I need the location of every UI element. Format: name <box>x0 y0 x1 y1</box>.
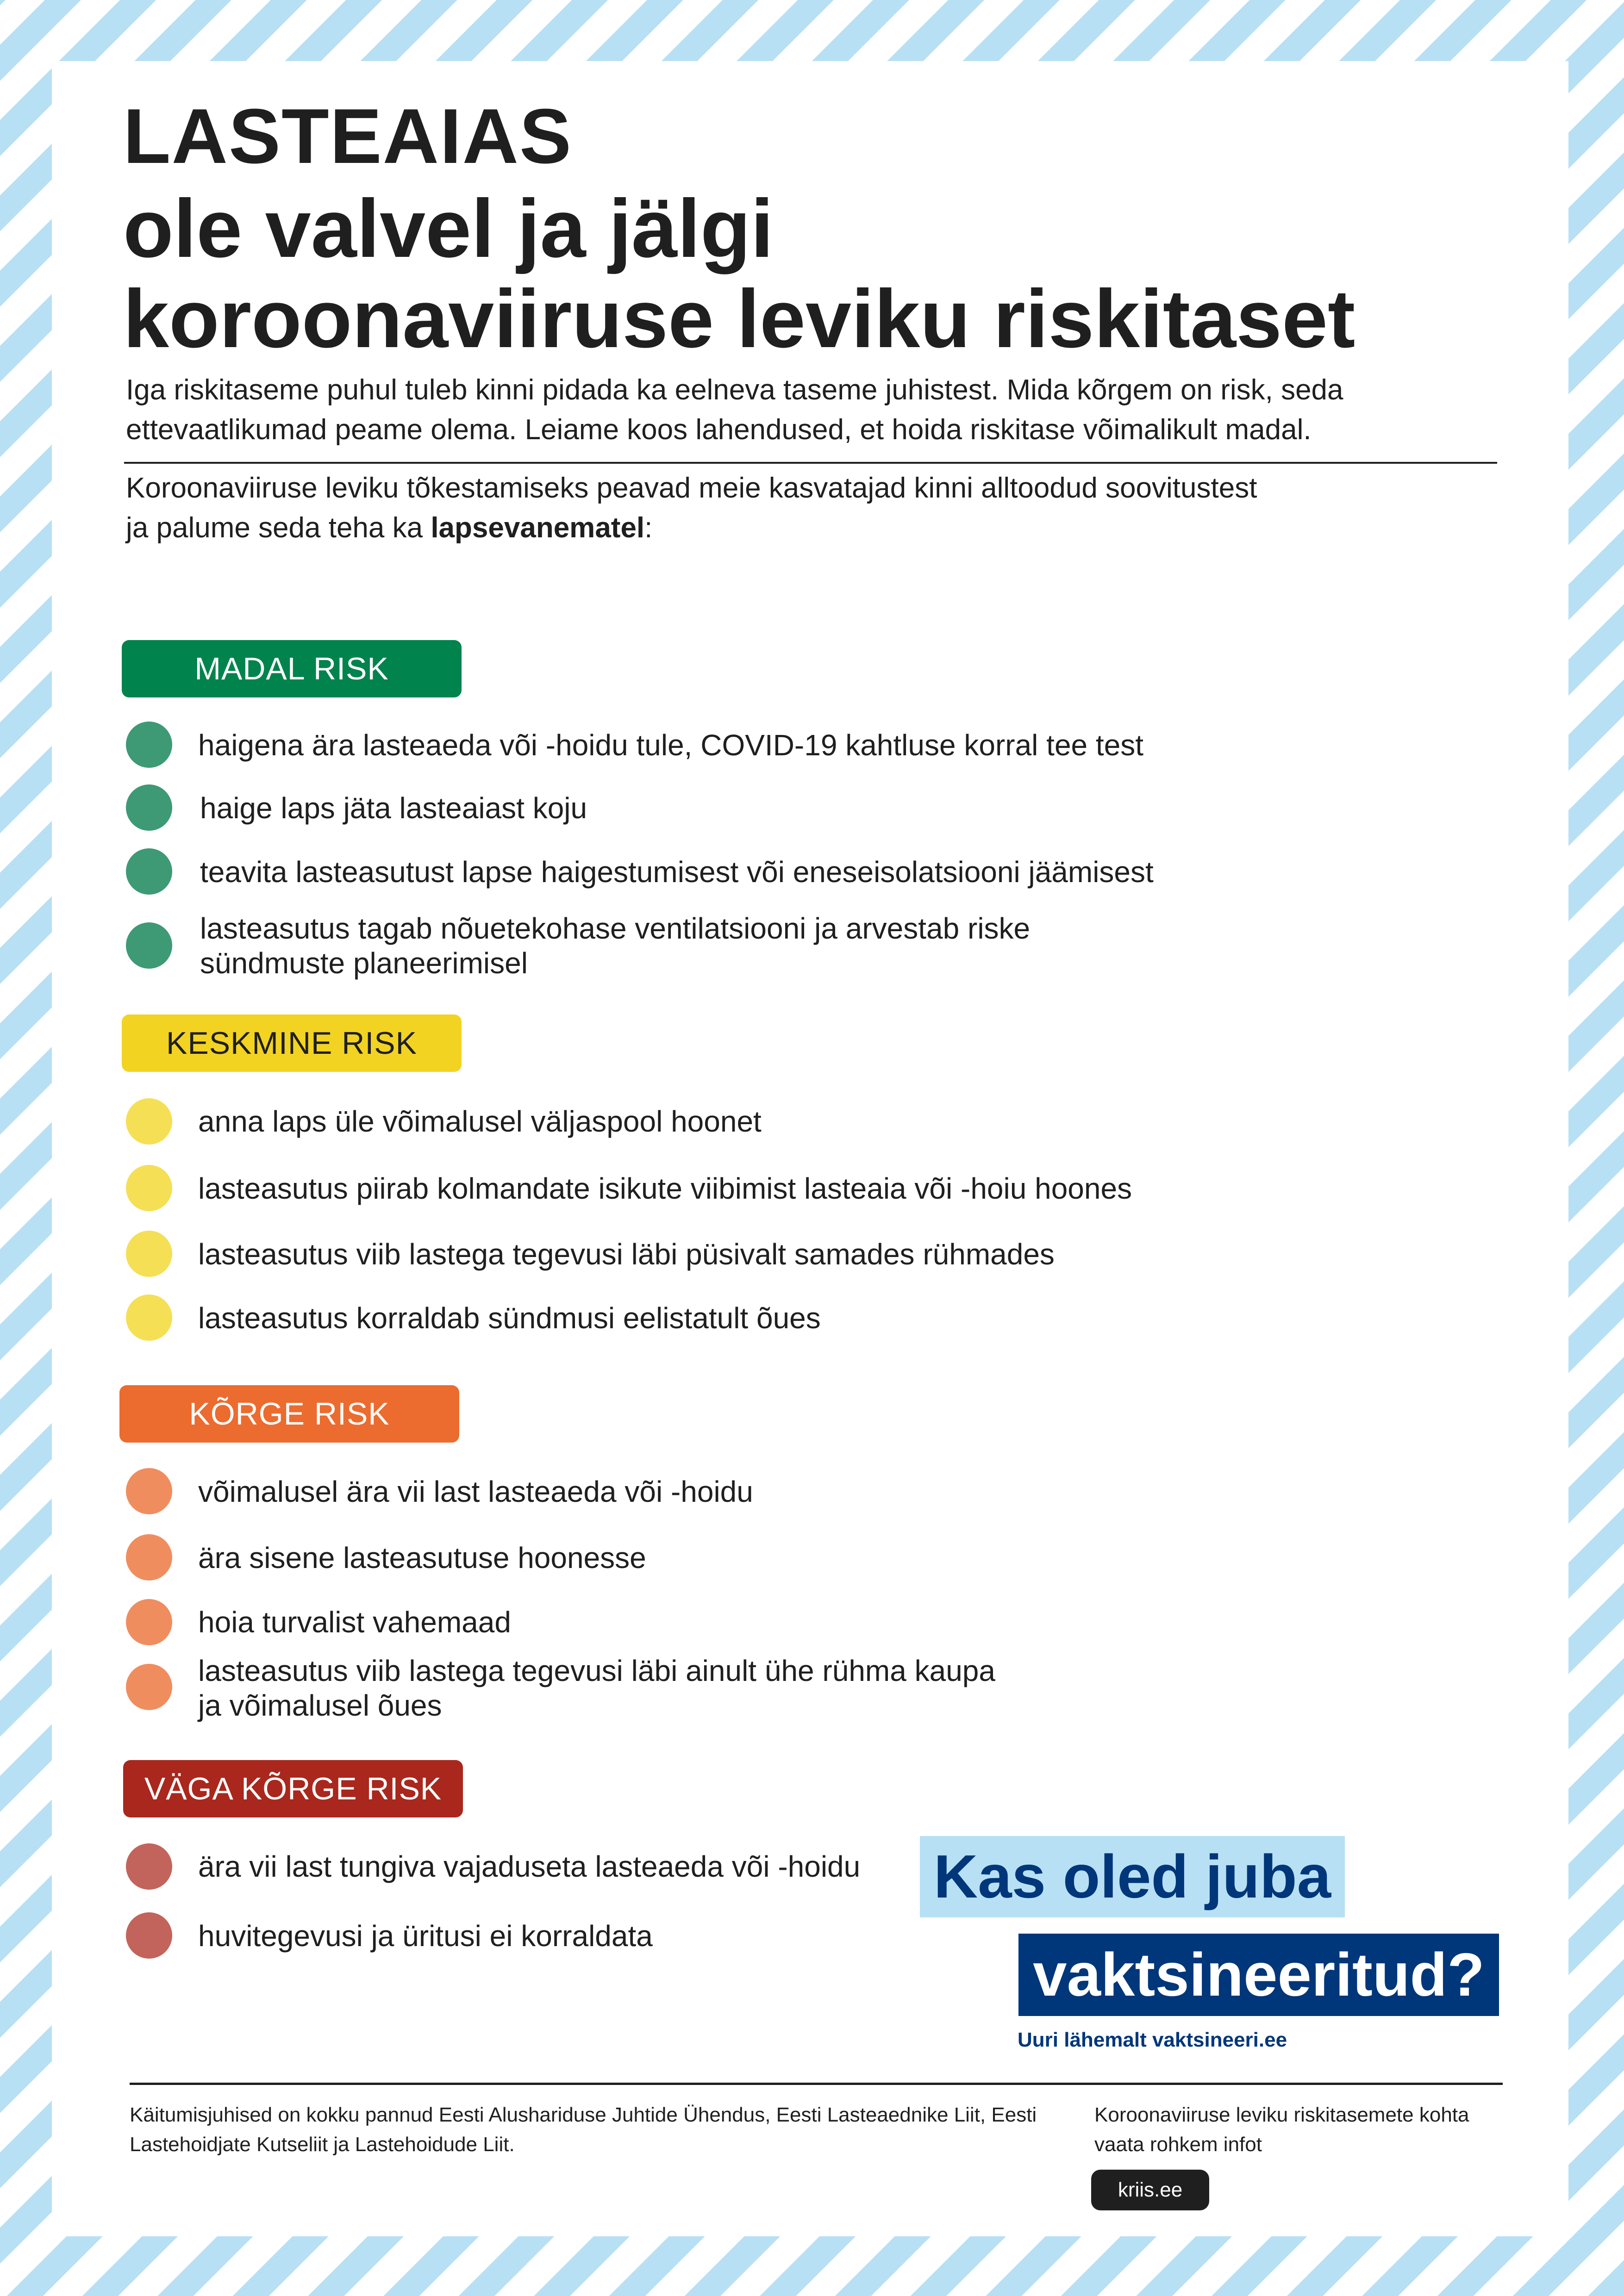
high-risk-item: lasteasutus viib lastega tegevusi läbi ainult ühe rühma kaupa <box>198 1654 995 1687</box>
low-risk-item-continuation: sündmuste planeerimisel <box>200 946 528 980</box>
medium-risk-bullet-icon <box>126 1294 172 1341</box>
low-risk-bullet-icon <box>126 722 172 768</box>
high-risk-bullet-icon <box>126 1599 172 1645</box>
medium-risk-item: lasteasutus piirab kolmandate isikute viibimist lasteaia või -hoiu hoones <box>198 1172 1132 1205</box>
medium-risk-bullet-icon <box>126 1098 172 1145</box>
page-title: LASTEAIAS <box>123 93 573 180</box>
low-risk-bullet-icon <box>126 848 172 895</box>
very-high-risk-bullet-icon <box>126 1912 172 1959</box>
very-high-risk-badge: VÄGA KÕRGE RISK <box>123 1760 463 1817</box>
footer-credits: Käitumisjuhised on kokku pannud Eesti Alushariduse Juhtide Ühendus, Eesti Lasteaednike Liit, Eesti Lastehoidjate Kutseliit ja Lastehoidude Liit. <box>130 2103 1037 2156</box>
medium-risk-bullet-icon <box>126 1231 172 1277</box>
vaccine-info-link[interactable]: Uuri lähemalt vaktsineeri.ee <box>1018 2028 1287 2051</box>
low-risk-item: lasteasutus tagab nõuetekohase ventilatsiooni ja arvestab riske <box>200 912 1031 945</box>
high-risk-bullet-icon <box>126 1664 172 1710</box>
high-risk-bullet-icon <box>126 1468 172 1514</box>
low-risk-bullet-icon <box>126 784 172 831</box>
vaccine-question-line-1: Kas oled juba <box>920 1836 1345 1917</box>
intro-paragraph: Iga riskitaseme puhul tuleb kinni pidada ka eelneva taseme juhistest. Mida kõrgem on risk, seda ettevaatlikumad peame olema. Leiame koos lahendused, et hoida riskitase võimalikult madal. <box>126 374 1343 446</box>
high-risk-bullet-icon <box>126 1534 172 1580</box>
medium-risk-item: lasteasutus viib lastega tegevusi läbi püsivalt samades rühmades <box>198 1238 1055 1271</box>
kriis-link-button[interactable]: kriis.ee <box>1091 2170 1209 2210</box>
high-risk-item: hoia turvalist vahemaad <box>198 1605 511 1639</box>
low-risk-badge: MADAL RISK <box>122 640 462 697</box>
footer-divider <box>130 2083 1503 2085</box>
low-risk-item: haige laps jäta lasteaiast koju <box>200 791 587 825</box>
lead-paragraph <box>126 468 1283 548</box>
footer-more-info: Koroonaviiruse leviku riskitasemete kohta vaata rohkem infot <box>1094 2103 1469 2156</box>
medium-risk-item: anna laps üle võimalusel väljaspool hoonet <box>198 1105 762 1138</box>
high-risk-item: võimalusel ära vii last lasteaeda või -hoidu <box>198 1475 753 1508</box>
low-risk-item: teavita lasteasutust lapse haigestumisest või eneseisolatsiooni jäämisest <box>200 855 1154 889</box>
high-risk-badge: KÕRGE RISK <box>119 1385 459 1443</box>
high-risk-item-continuation: ja võimalusel õues <box>198 1689 442 1722</box>
page-subtitle-line-2: koroonaviiruse leviku riskitaset <box>123 273 1355 365</box>
very-high-risk-item: huvitegevusi ja üritusi ei korraldata <box>198 1919 653 1953</box>
medium-risk-badge: KESKMINE RISK <box>122 1014 462 1072</box>
very-high-risk-item: ära vii last tungiva vajaduseta lasteaeda või -hoidu <box>198 1850 861 1883</box>
lead-text: Koroonaviiruse leviku tõkestamiseks peavad meie kasvatajad kinni alltoodud soovitustest ja palume seda teha ka <box>126 472 1257 544</box>
lead-colon: : <box>644 512 653 544</box>
page-subtitle-line-1: ole valvel ja jälgi <box>123 182 774 274</box>
high-risk-item: ära sisene lasteasutuse hoonesse <box>198 1541 646 1574</box>
very-high-risk-bullet-icon <box>126 1843 172 1890</box>
vaccine-question-line-2: vaktsineeritud? <box>1018 1934 1499 2016</box>
lead-bold: lapsevanematel <box>431 512 645 544</box>
medium-risk-item: lasteasutus korraldab sündmusi eelistatult õues <box>198 1301 821 1335</box>
low-risk-item: haigena ära lasteaeda või -hoidu tule, COVID-19 kahtluse korral tee test <box>198 728 1144 762</box>
header-divider <box>124 462 1497 464</box>
low-risk-bullet-icon <box>126 922 172 969</box>
medium-risk-bullet-icon <box>126 1165 172 1211</box>
